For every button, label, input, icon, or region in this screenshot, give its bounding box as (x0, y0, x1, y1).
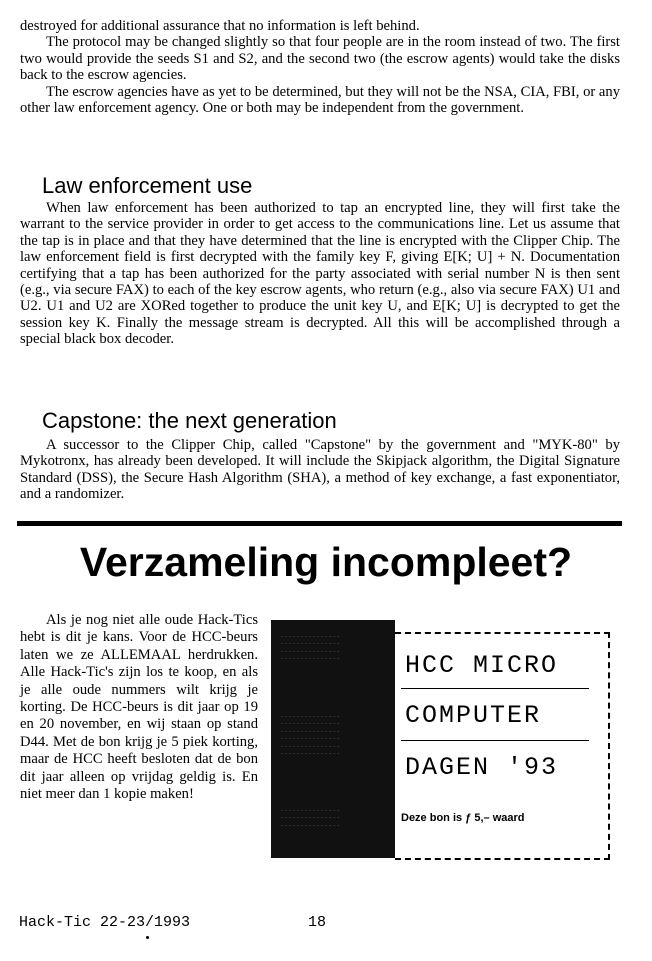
paragraph: When law enforcement has been authorized to tap an encrypted line, they will first take the warrant to the service provider in order to get access to the communications line. Let us assume that the tap is in place and that they have determined that the line is encrypted with the Clipper Chip. The law enforcement field is first decrypted with the family key F, giving E[K; U] + N. Documentation certifying that a tap has been authorized for the party associated with serial number N is then sent (e.g., via secure FAX) to each of the key escrow agents, who return (e.g., also via secure FAX) U1 and U2. U1 and U2 are XORed together to produce the unit key U, and E[K; U] is decrypted to get the session key K. Finally the message stream is decrypted. All this will be accomplished through a special black box decoder. (20, 200, 620, 348)
print-speck (146, 936, 149, 939)
coupon-value: Deze bon is ƒ 5,– waard (401, 812, 525, 824)
promo-headline: Verzameling incompleet? (79, 539, 573, 585)
paragraph: A successor to the Clipper Chip, called "Capstone" by the government and "MYK-80" by Mykotronx, has already been developed. It will include the Skipjack algorithm, the Digital Signature Standard (DSS), the Secure Hash Algorithm (SHA), a method of key exchange, a fast exponentiator, and a randomizer. (20, 437, 620, 503)
ad-fine-print: · · · · · · · · · · · · · · · · · · · · · · · · · · · · · · · · · · · · · · · · · · · · · · · · · · · · · · · · · · · · (281, 634, 340, 663)
article-body (20, 18, 620, 116)
coupon-ad (271, 620, 615, 858)
section-body (20, 200, 620, 348)
paragraph: Als je nog niet alle oude Hack-Tics hebt is dit je kans. Voor de HCC-beurs laten we ze ALLEMAAL herdrukken. Alle Hack-Tic's zijn los te koop, en als je alle oude nummers wilt krijg je korting. De HCC-beurs is dit jaar op 19 en 20 november, en wij staan op stand D44. Met de bon krijg je 5 piek korting, maar de HCC heeft besloten dat de bon dit jaar alleen op vrijdag geldig is. En niet meer dan 1 kopie maken! (20, 612, 258, 803)
section-body (20, 437, 620, 503)
coupon-line: HCC MICRO (405, 651, 559, 680)
ad-fine-print: · · · · · · · · · · · · · · · · · · · · · · · · · · · · · · · · · · · · · · · · · · · · · · · · · · · · · · · · · · · · · · · · · · · · · · · · · · · · · · · · · · · · · · · · · · (281, 714, 340, 758)
coupon-line: DAGEN '93 (405, 753, 559, 782)
paragraph: The protocol may be changed slightly so that four people are in the room instead of two. The first two would provide the seeds S1 and S2, and the second two (the escrow agents) would take the disks back to the escrow agencies. (20, 34, 620, 84)
paragraph: destroyed for additional assurance that no information is left behind. (20, 18, 420, 34)
coupon-separator (401, 688, 589, 689)
section-divider (17, 521, 622, 526)
page-number: 18 (308, 914, 327, 931)
paragraph: The escrow agencies have as yet to be determined, but they will not be the NSA, CIA, FBI, or any other law enforcement agency. One or both may be independent from the government. (20, 83, 620, 117)
section-heading: Law enforcement use (42, 173, 253, 198)
footer-issue: Hack-Tic 22-23/1993 (19, 914, 191, 931)
promo-body (20, 612, 258, 803)
coupon-line: COMPUTER (405, 701, 542, 730)
ad-dark-panel (271, 620, 395, 858)
ad-fine-print: · · · · · · · · · · · · · · · · · · · · · · · · · · · · · · · · · · · · · · · · · · · · · (281, 808, 340, 829)
section-heading: Capstone: the next generation (42, 408, 337, 433)
coupon-separator (401, 740, 589, 741)
